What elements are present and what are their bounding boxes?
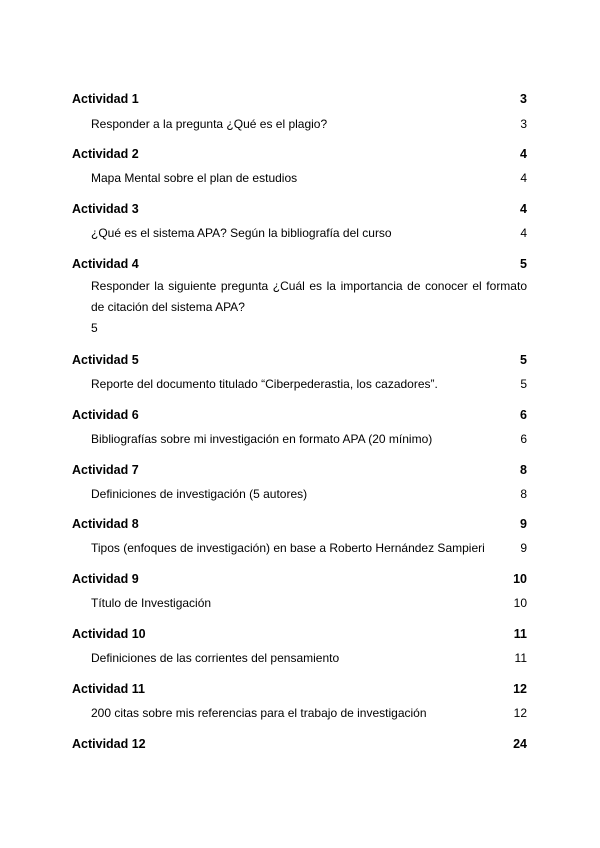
toc-item-label: Tipos (enfoques de investigación) en base a Roberto Hernández Sampieri	[91, 541, 485, 555]
toc-page-number: 4	[520, 147, 527, 161]
toc-item[interactable]	[91, 487, 527, 501]
toc-item-page: 3	[520, 117, 527, 131]
toc-page-number: 12	[513, 682, 527, 696]
toc-page-number: 8	[520, 463, 527, 477]
toc-heading-actividad-12[interactable]	[72, 737, 527, 751]
toc-heading-label: Actividad 1	[72, 92, 139, 106]
toc-heading-actividad-9[interactable]	[72, 572, 527, 586]
toc-item-label: Responder a la pregunta ¿Qué es el plagio?	[91, 117, 328, 131]
toc-item-page: 5	[91, 321, 98, 335]
toc-heading-actividad-6[interactable]	[72, 408, 527, 422]
toc-item-label: Título de Investigación	[91, 596, 212, 610]
toc-item-label: Definiciones de investigación (5 autores)	[91, 487, 308, 501]
toc-item-page: 4	[520, 226, 527, 240]
toc-item[interactable]	[91, 596, 527, 610]
toc-heading-actividad-5[interactable]	[72, 353, 527, 367]
toc-item-multiline[interactable]	[91, 276, 527, 339]
toc-item-page: 8	[520, 487, 527, 501]
toc-item-page: 5	[520, 377, 527, 391]
toc-item[interactable]	[91, 706, 527, 720]
toc-heading-label: Actividad 6	[72, 408, 139, 422]
toc-heading-label: Actividad 11	[72, 682, 145, 696]
toc-heading-actividad-10[interactable]	[72, 627, 527, 641]
toc-heading-label: Actividad 9	[72, 572, 139, 586]
toc-page-number: 9	[520, 517, 527, 531]
toc-page-number: 10	[513, 572, 527, 586]
toc-heading-label: Actividad 7	[72, 463, 139, 477]
toc-item-label: Responder la siguiente pregunta ¿Cuál es la importancia de conocer el formato de citación del sistema APA?	[91, 279, 527, 314]
toc-heading-label: Actividad 3	[72, 202, 139, 216]
toc-heading-label: Actividad 10	[72, 627, 146, 641]
toc-page-number: 5	[520, 353, 527, 367]
toc-heading-actividad-1[interactable]	[72, 92, 527, 106]
toc-heading-actividad-4[interactable]	[72, 257, 527, 271]
toc-page-number: 11	[513, 627, 527, 641]
toc-item-label: ¿Qué es el sistema APA? Según la bibliografía del curso	[91, 226, 392, 240]
toc-item-page: 10	[513, 596, 527, 610]
toc-item[interactable]	[91, 171, 527, 185]
toc-heading-actividad-2[interactable]	[72, 147, 527, 161]
toc-item-page: 6	[520, 432, 527, 446]
toc-item[interactable]	[91, 432, 527, 446]
toc-item[interactable]	[91, 226, 527, 240]
toc-heading-actividad-7[interactable]	[72, 463, 527, 477]
toc-item[interactable]	[91, 117, 527, 131]
toc-item-label: Mapa Mental sobre el plan de estudios	[91, 171, 298, 185]
toc-page-number: 4	[520, 202, 527, 216]
toc-heading-label: Actividad 2	[72, 147, 139, 161]
toc-page-number: 24	[513, 737, 527, 751]
toc-heading-actividad-11[interactable]	[72, 682, 527, 696]
toc-item-page: 12	[513, 706, 527, 720]
toc-item-label: Bibliografías sobre mi investigación en formato APA (20 mínimo)	[91, 432, 433, 446]
toc-heading-label: Actividad 4	[72, 257, 139, 271]
toc-heading-actividad-8[interactable]	[72, 517, 527, 531]
toc-item-page: 11	[514, 651, 527, 665]
toc-heading-label: Actividad 8	[72, 517, 139, 531]
toc-item-page: 9	[520, 541, 527, 555]
toc-page-number: 3	[520, 92, 527, 106]
toc-item-label: 200 citas sobre mis referencias para el trabajo de investigación	[91, 706, 427, 720]
toc-item-label: Definiciones de las corrientes del pensamiento	[91, 651, 340, 665]
toc-item[interactable]	[91, 651, 527, 665]
toc-heading-actividad-3[interactable]	[72, 202, 527, 216]
toc-item[interactable]	[91, 541, 527, 555]
toc-heading-label: Actividad 12	[72, 737, 146, 751]
toc-item[interactable]	[91, 377, 527, 391]
toc-page-number: 6	[520, 408, 527, 422]
toc-heading-label: Actividad 5	[72, 353, 139, 367]
toc-item-page: 4	[520, 171, 527, 185]
toc-item-label: Reporte del documento titulado “Ciberpederastia, los cazadores”.	[91, 377, 438, 391]
toc-page-number: 5	[520, 257, 527, 271]
